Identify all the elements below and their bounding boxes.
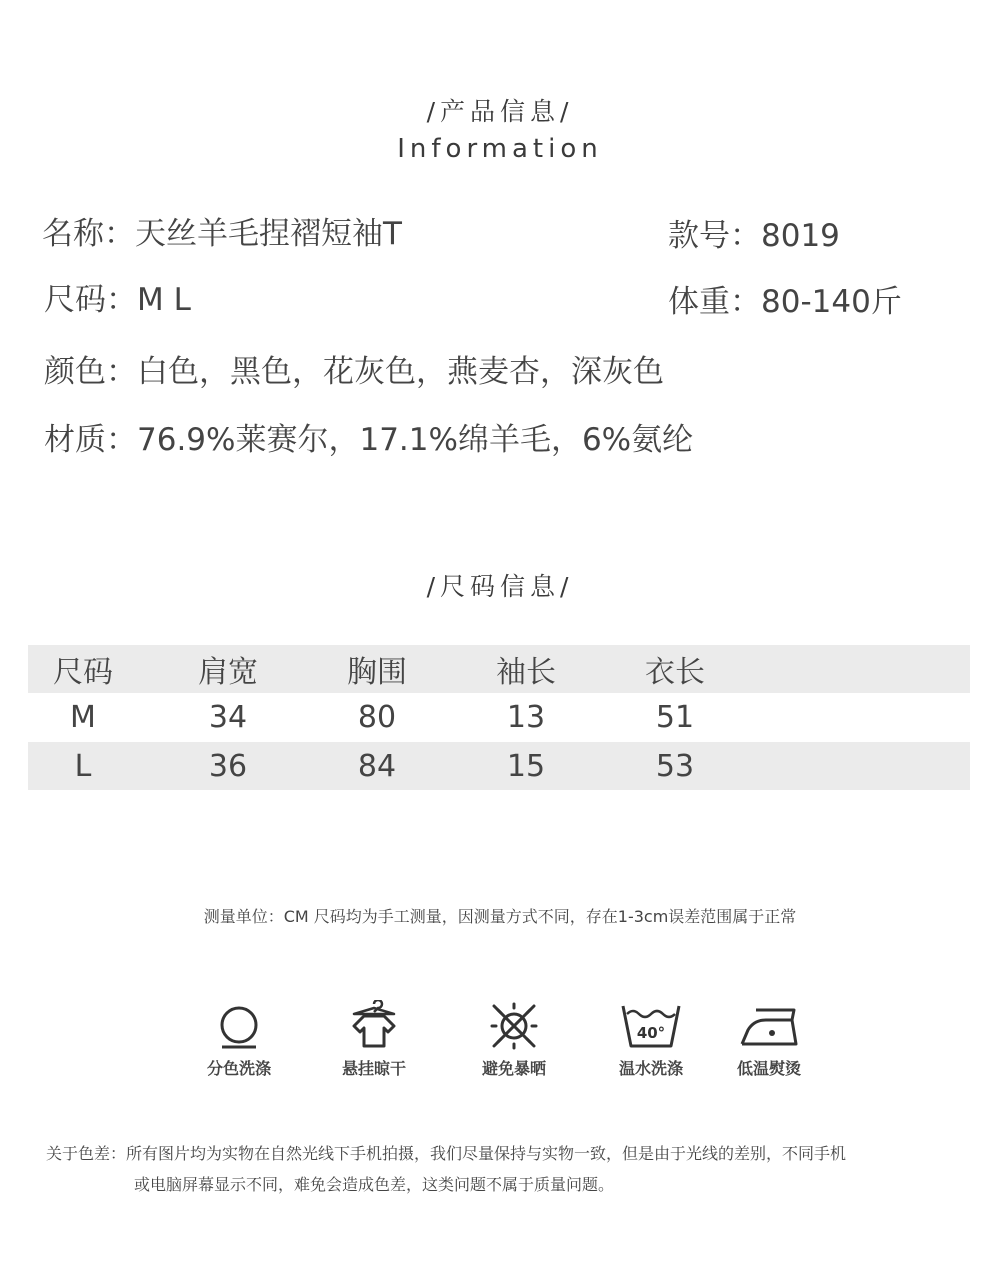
size-info-title: /尺码信息/ xyxy=(426,572,574,601)
product-model: 款号：8019 xyxy=(668,218,840,254)
product-info-subtitle: Information xyxy=(397,134,603,164)
measurement-note: 测量单位：CM 尺码均为手工测量，因测量方式不同，存在1-3cm误差范围属于正常 xyxy=(203,907,797,926)
care-label: 悬挂晾干 xyxy=(341,1059,406,1078)
care-item-hang-dry xyxy=(319,1000,429,1079)
care-item-low-iron xyxy=(714,1000,824,1079)
color-disclaimer-line1: 关于色差：所有图片均为实物在自然光线下手机拍摄，我们尽量保持与实物一致，但是由于光线的差别，不同手机 xyxy=(46,1144,847,1163)
care-item-avoid-sun xyxy=(459,1000,569,1079)
care-label: 避免暴晒 xyxy=(481,1059,546,1078)
table-cell: 80 xyxy=(357,700,397,735)
product-material: 材质：76.9%莱赛尔，17.1%绵羊毛，6%氨纶 xyxy=(44,422,694,458)
table-row xyxy=(28,742,970,790)
header-cell-chest: 胸围 xyxy=(347,655,407,690)
product-info-title: /产品信息/ xyxy=(426,97,574,126)
care-label: 温水洗涤 xyxy=(618,1059,683,1078)
color-disclaimer-line2: 或电脑屏幕显示不同，难免会造成色差，这类问题不属于质量问题。 xyxy=(134,1175,615,1194)
table-cell: 51 xyxy=(655,700,695,735)
wash-temp-label: 40° xyxy=(636,1024,666,1042)
header-cell-sleeve: 袖长 xyxy=(496,655,556,690)
size-table xyxy=(28,645,970,790)
table-cell: 53 xyxy=(655,748,695,784)
product-name: 名称：天丝羊毛捏褶短袖T xyxy=(42,216,402,252)
header-cell-shoulder: 肩宽 xyxy=(198,655,258,690)
care-label: 低温熨烫 xyxy=(736,1059,801,1078)
hanging-shirt-icon xyxy=(344,1000,404,1050)
table-cell: 13 xyxy=(506,700,546,735)
table-cell: 34 xyxy=(208,700,248,735)
product-colors: 颜色：白色，黑色，花灰色，燕麦杏，深灰色 xyxy=(44,354,664,390)
header-cell-length: 衣长 xyxy=(645,655,705,690)
no-sun-icon xyxy=(484,1000,544,1050)
table-cell: M xyxy=(70,700,96,735)
table-cell: L xyxy=(74,748,92,784)
header-cell-size: 尺码 xyxy=(53,655,113,690)
table-row xyxy=(28,693,970,742)
wash-40-icon xyxy=(619,1000,683,1050)
care-item-separate-wash xyxy=(184,1000,294,1079)
table-cell: 15 xyxy=(506,748,546,784)
size-table-header xyxy=(28,645,970,693)
product-sizes: 尺码：M L xyxy=(44,282,191,318)
iron-low-icon xyxy=(734,1000,804,1050)
table-cell: 84 xyxy=(357,748,397,784)
care-label: 分色洗涤 xyxy=(206,1059,271,1078)
table-cell: 36 xyxy=(208,748,248,784)
product-weight: 体重：80-140斤 xyxy=(668,284,902,320)
circle-icon xyxy=(209,1000,269,1050)
care-item-warm-wash xyxy=(596,1000,706,1079)
